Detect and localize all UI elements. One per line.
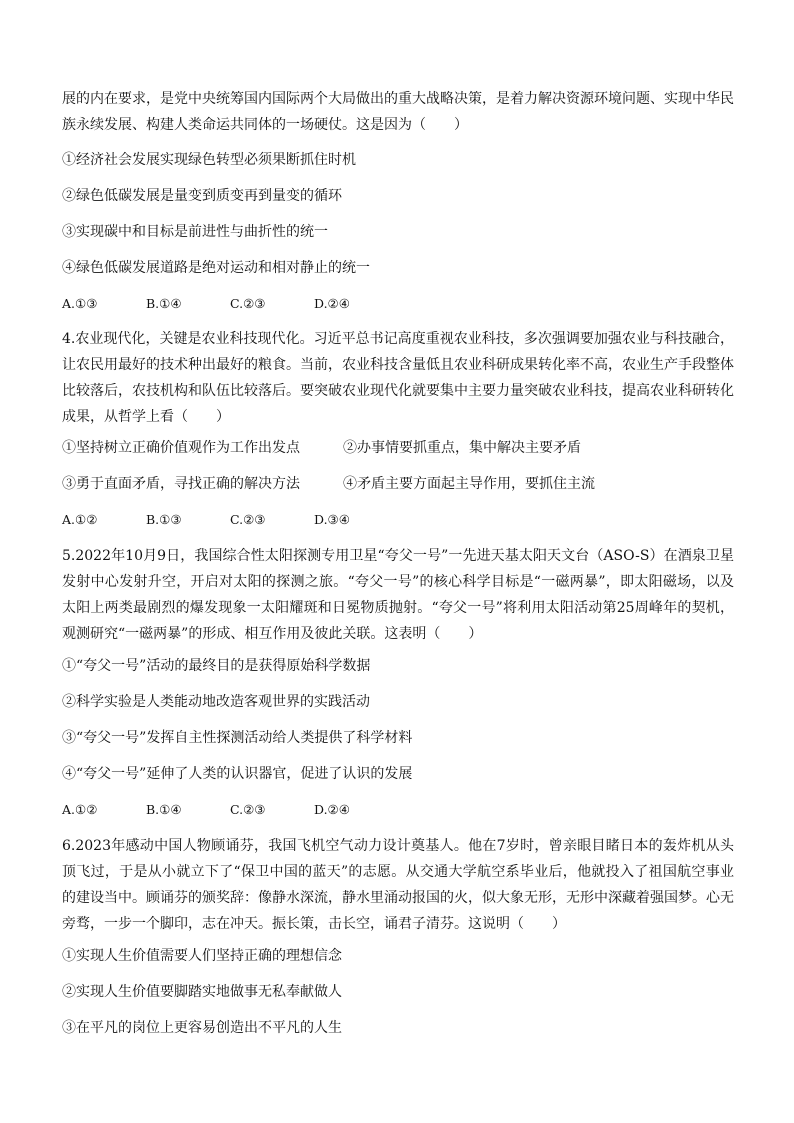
q4-answer-choices	[62, 510, 398, 530]
question-6-stem: 6.2023年感动中国人物顾诵芬，我国飞机空气动力设计奠基人。他在7岁时，曾亲眼目睹日本的轰炸机从头顶飞过，于是从小就立下了“保卫中国的蓝天”的志愿。从交通大学航空系毕业后，他就投入了祖国航空事业的建设当中。顾诵芬的颁奖辞：像静水深流，静水里涌动报国的火，似大象无形，无形中深藏着强国梦。心无旁骛，一步一个脚印，志在冲天。振长策，击长空，诵君子清芬。这说明（ ）	[62, 838, 734, 932]
q3-answer-b: B.①④	[146, 296, 182, 311]
q5-answer-c: C.②③	[230, 802, 266, 817]
q4-option-3: ③勇于直面矛盾，寻找正确的解决方法	[62, 476, 300, 492]
q4-answer-a: A.①②	[62, 512, 98, 527]
q5-answer-b: B.①④	[146, 802, 182, 817]
q3-option-1: ①经济社会发展实现绿色转型必须果断抓住时机	[62, 152, 356, 168]
q4-option-1: ①坚持树立正确价值观作为工作出发点	[62, 440, 300, 456]
q3-answer-c: C.②③	[230, 296, 266, 311]
q3-option-3: ③实现碳中和目标是前进性与曲折性的统一	[62, 224, 328, 240]
q3-option-2: ②绿色低碳发展是量变到质变再到量变的循环	[62, 188, 342, 204]
q3-answer-d: D.②④	[314, 296, 350, 311]
q5-option-2: ②科学实验是人类能动地改造客观世界的实践活动	[62, 694, 370, 710]
q3-answer-a: A.①③	[62, 296, 98, 311]
q3-option-4: ④绿色低碳发展道路是绝对运动和相对静止的统一	[62, 260, 370, 276]
question-5-stem: 5.2022年10月9日，我国综合性太阳探测专用卫星“夸父一号”一先进天基太阳天文台（ASO-S）在酒泉卫星发射中心发射升空，开启对太阳的探测之旅。“夸父一号”的核心科学目标是“一磁两暴”，即太阳磁场，以及太阳上两类最剧烈的爆发现象一太阳耀斑和日冕物质抛射。“夸父一号”将利用太阳活动第25周峰年的契机，观测研究“一磁两暴”的形成、相互作用及彼此关联。这表明（ ）	[62, 548, 734, 642]
q6-option-2: ②实现人生价值要脚踏实地做事无私奉献做人	[62, 984, 342, 1000]
q5-option-4: ④“夸父一号”延伸了人类的认识器官，促进了认识的发展	[62, 766, 413, 782]
q5-answer-a: A.①②	[62, 802, 98, 817]
q5-answer-choices	[62, 800, 398, 820]
q4-option-4: ④矛盾主要方面起主导作用，要抓住主流	[343, 476, 595, 492]
question-3-stem: 展的内在要求，是党中央统筹国内国际两个大局做出的重大战略决策，是着力解决资源环境问题、实现中华民族永续发展、构建人类命运共同体的一场硬仗。这是因为（ ）	[62, 91, 734, 133]
q5-answer-d: D.②④	[314, 802, 350, 817]
q5-option-1: ①“夸父一号”活动的最终目的是获得原始科学数据	[62, 658, 371, 674]
question-4-stem: 4.农业现代化，关键是农业科技现代化。习近平总书记高度重视农业科技，多次强调要加强农业与科技融合，让农民用最好的技术种出最好的粮食。当前，农业科技含量低且农业科研成果转化率不高，农业生产手段整体比较落后，农技机构和队伍比较落后。要突破农业现代化就要集中主要力量突破农业科技，提高农业科研转化成果，从哲学上看（ ）	[62, 331, 734, 425]
q4-answer-b: B.①③	[146, 512, 182, 527]
q4-answer-c: C.②③	[230, 512, 266, 527]
q3-answer-choices	[62, 294, 398, 314]
q6-option-1: ①实现人生价值需要人们坚持正确的理想信念	[62, 948, 342, 964]
q6-option-3: ③在平凡的岗位上更容易创造出不平凡的人生	[62, 1020, 342, 1036]
q4-option-2: ②办事情要抓重点，集中解决主要矛盾	[343, 440, 581, 456]
q5-option-3: ③“夸父一号”发挥自主性探测活动给人类提供了科学材料	[62, 730, 413, 746]
q4-answer-d: D.③④	[314, 512, 350, 527]
